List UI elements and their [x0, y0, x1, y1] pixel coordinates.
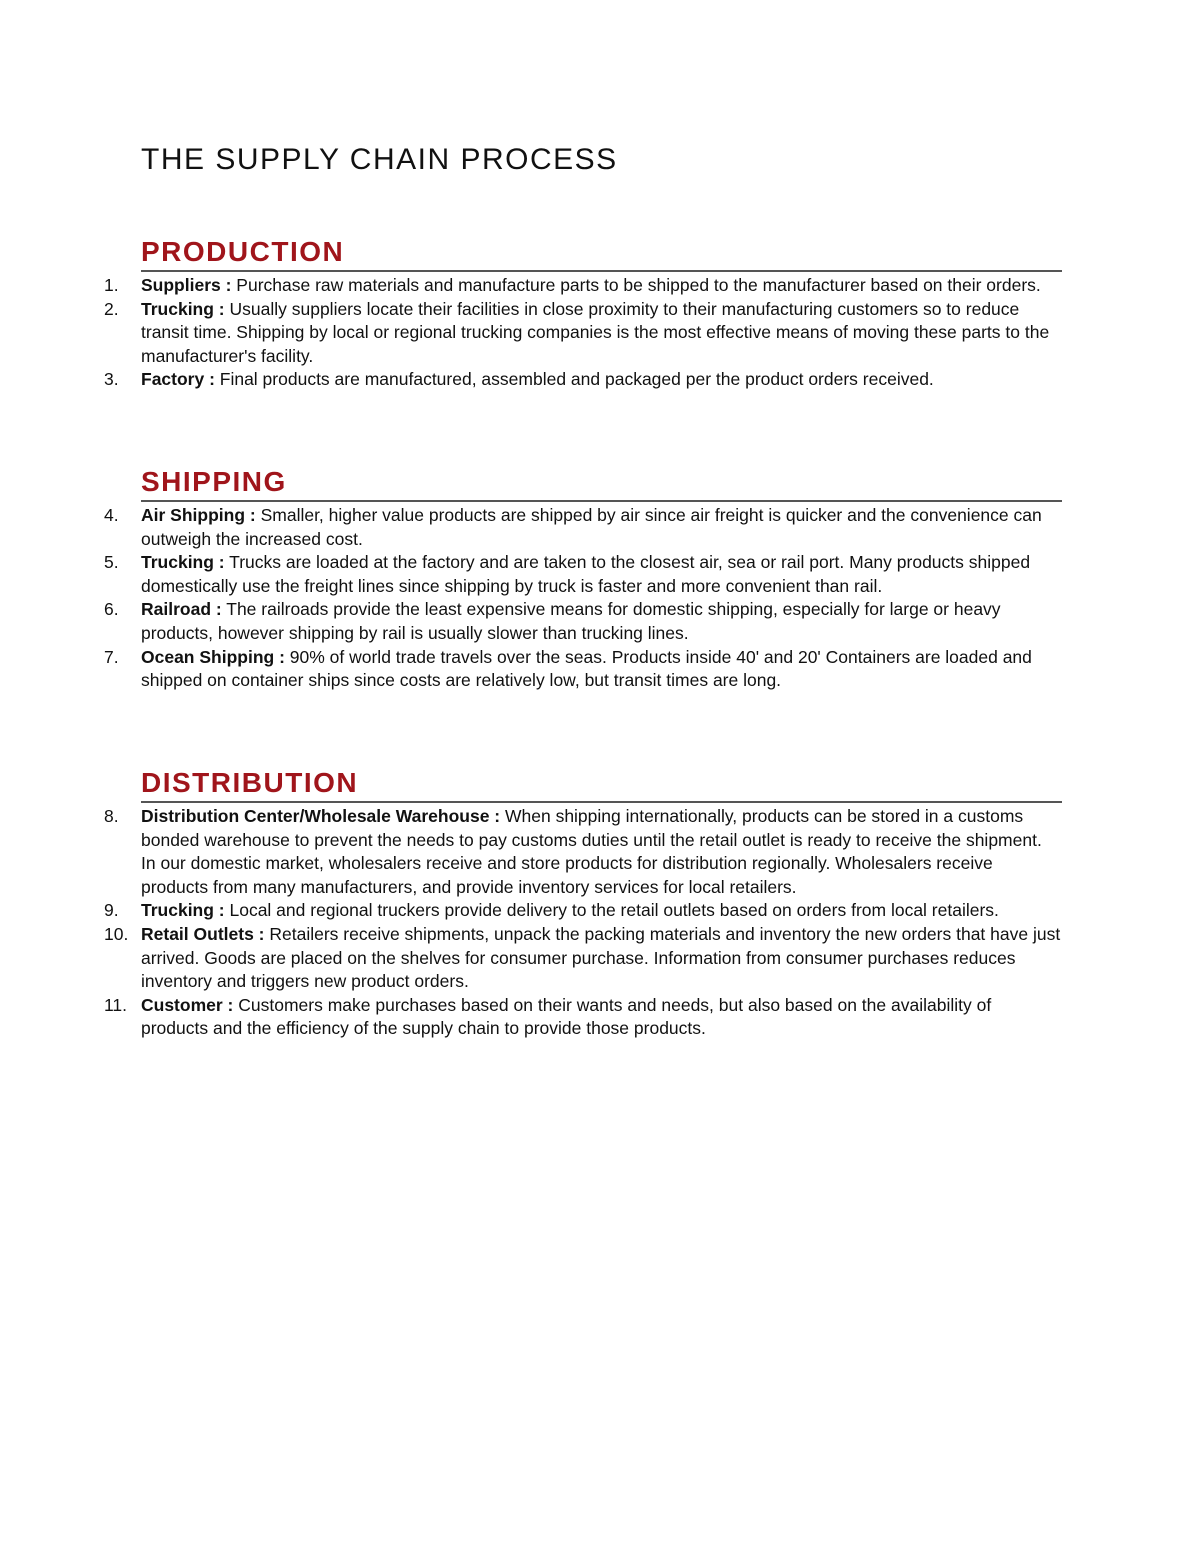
item-term: Trucking : [141, 552, 225, 573]
item-list [0, 805, 1200, 1041]
item-number: 3. [104, 369, 119, 390]
item-number: 6. [104, 599, 119, 620]
item-number: 11. [104, 994, 128, 1015]
item-text: Usually suppliers locate their facilities in close proximity to their manufacturing customers so to reduce transit time. Shipping by local or regional trucking companies is the most effective means of moving these parts to the manufacturer's facility. [141, 298, 1050, 366]
item-text: Local and regional truckers provide delivery to the retail outlets based on orders from local retailers. [224, 900, 999, 921]
item-text: The railroads provide the least expensive means for domestic shipping, especially for large or heavy products, however shipping by rail is usually slower than trucking lines. [141, 599, 1001, 643]
item-text: Final products are manufactured, assembled and packaged per the product orders received. [214, 369, 934, 390]
list-item [0, 368, 1061, 392]
section-heading: SHIPPING [141, 466, 1062, 502]
item-number: 4. [104, 505, 119, 525]
item-term: Trucking : [141, 298, 225, 319]
item-text: Purchase raw materials and manufacture parts to be shipped to the manufacturer based on their orders. [231, 275, 1041, 295]
list-item [0, 646, 1061, 693]
list-item [0, 598, 1061, 645]
item-term: Retail Outlets : [141, 923, 265, 944]
item-number: 10. [104, 923, 129, 944]
item-number: 8. [104, 806, 119, 826]
item-text: Trucks are loaded at the factory and are taken to the closest air, sea or rail port. Many products shipped domestically use the freight lines since shipping by truck is faster and more convenient than rail. [141, 552, 1031, 596]
list-item [0, 805, 1061, 899]
item-term: Ocean Shipping : [141, 646, 285, 667]
section-heading: DISTRIBUTION [141, 767, 1062, 803]
item-number: 2. [104, 298, 119, 319]
item-term: Distribution Center/Wholesale Warehouse : [141, 806, 501, 826]
list-item [0, 923, 1061, 994]
item-number: 7. [104, 646, 119, 667]
item-text: When shipping internationally, products can be stored in a customs bonded warehouse to prevent the needs to pay customs duties until the retail outlet is ready to receive the shipment. In our domestic market, wholesalers receive and store products for distribution regionally. Wholesalers receive products from many manufacturers, and provide inventory services for local retailers. [141, 806, 1042, 897]
item-text: Retailers receive shipments, unpack the packing materials and inventory the new orders that have just arrived. Goods are placed on the shelves for consumer purchase. Information from consumer purchases reduces inventory and triggers new product orders. [141, 923, 1061, 992]
item-term: Air Shipping : [141, 505, 256, 525]
list-item [0, 994, 1061, 1041]
list-item [0, 298, 1061, 369]
item-number: 5. [104, 552, 119, 573]
document-title: THE SUPPLY CHAIN PROCESS [141, 143, 618, 176]
list-item [0, 274, 1061, 298]
list-item [0, 504, 1061, 551]
item-text: Smaller, higher value products are shipped by air since air freight is quicker and the convenience can outweigh the increased cost. [141, 505, 1042, 549]
list-item [0, 899, 1061, 923]
list-item [0, 551, 1061, 598]
item-number: 9. [104, 900, 119, 921]
item-term: Suppliers : [141, 275, 232, 295]
item-text: Customers make purchases based on their wants and needs, but also based on the availability of products and the efficiency of the supply chain to provide those products. [141, 994, 992, 1039]
item-term: Customer : [141, 994, 234, 1015]
item-term: Trucking : [141, 900, 225, 921]
item-term: Railroad : [141, 599, 222, 620]
item-term: Factory : [141, 369, 215, 390]
item-number: 1. [104, 275, 119, 295]
item-list [0, 274, 1200, 392]
item-text: 90% of world trade travels over the seas. Products inside 40' and 20' Containers are loaded and shipped on container ships since costs are relatively low, but transit times are long. [141, 646, 1032, 691]
item-list [0, 504, 1200, 693]
section-heading: PRODUCTION [141, 236, 1062, 272]
